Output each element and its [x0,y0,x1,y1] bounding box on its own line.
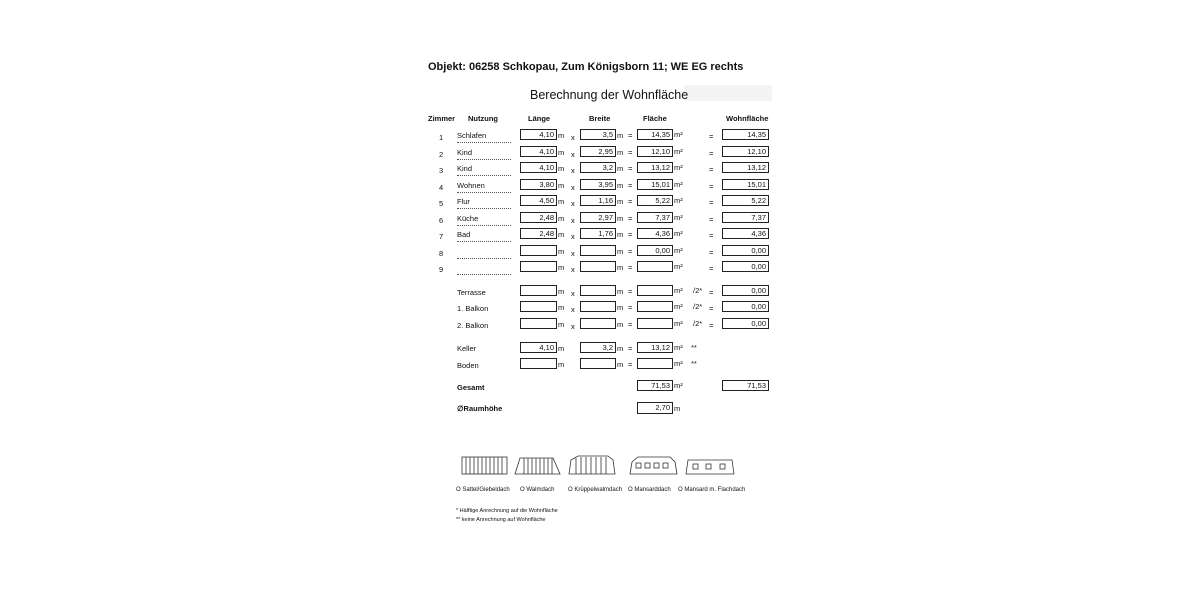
room-number: 4 [439,183,444,192]
unit-m2: m² [674,147,683,156]
unit-m: m [617,344,624,353]
outdoor-area [637,285,673,296]
room-width: 2,95 [580,146,616,157]
room-wohnflaeche: 0,00 [722,245,769,256]
unit-m2: m² [674,286,683,295]
room-use: Bad [457,230,511,242]
header-wohnflaeche: Wohnfläche [726,114,769,123]
unit-m: m [558,287,565,296]
unit-m: m [617,214,624,223]
room-area: 15,01 [637,179,673,190]
header-breite: Breite [589,114,611,123]
outdoor-wohnflaeche: 0,00 [722,301,769,312]
unit-m: m [558,344,565,353]
unit-m: m [558,148,565,157]
room-wohnflaeche: 14,35 [722,129,769,140]
equals-sign: = [709,198,714,207]
room-area: 12,10 [637,146,673,157]
room-wohnflaeche: 7,37 [722,212,769,223]
header-flaeche: Fläche [643,114,667,123]
unit-m: m [617,320,624,329]
gesamt-area: 71,53 [637,380,673,391]
unit-m: m [558,247,565,256]
room-wohnflaeche: 13,12 [722,162,769,173]
unit-m: m [617,287,624,296]
room-wohnflaeche: 4,36 [722,228,769,239]
room-row [0,261,1200,275]
double-star-mark: ** [691,359,697,368]
room-row [0,245,1200,259]
keller-label: Keller [457,344,477,353]
room-width: 1,16 [580,195,616,206]
room-width: 3,2 [580,162,616,173]
equals-sign: = [709,304,714,313]
boden-label: Boden [457,361,479,370]
equals-sign: = [709,149,714,158]
unit-m: m [617,230,624,239]
room-area [637,261,673,272]
room-row [0,162,1200,176]
outdoor-row [0,318,1200,332]
footnote-half: * Hälftige Anrechnung auf die Wohnfläche [456,508,558,514]
unit-m2: m² [674,262,683,271]
unit-m: m [558,320,565,329]
room-area: 0,00 [637,245,673,256]
boden-length [520,358,557,369]
room-use: Küche [457,214,511,226]
header-laenge: Länge [528,114,551,123]
mansard-roof-icon [630,457,677,474]
unit-m: m [558,181,565,190]
equals-sign: = [709,165,714,174]
unit-m2: m² [674,213,683,222]
times-sign: x [571,133,575,142]
unit-m2: m² [674,196,683,205]
keller-row [0,342,1200,356]
double-star-mark: ** [691,343,697,352]
unit-m: m [558,197,565,206]
unit-m: m [674,404,681,413]
times-sign: x [571,265,575,274]
room-row [0,179,1200,193]
unit-m2: m² [674,359,683,368]
footnote-none: ** keine Anrechnung auf Wohnfläche [456,517,546,523]
roof-label-walm: O Walmdach [520,487,555,493]
room-length: 2,48 [520,212,557,223]
unit-m2: m² [674,163,683,172]
outdoor-width [580,301,616,312]
room-width [580,245,616,256]
room-length [520,261,557,272]
kruppelwalm-roof-icon [569,456,615,474]
raumhoehe-label: ∅Raumhöhe [457,404,503,413]
unit-m2: m² [674,319,683,328]
header-nutzung: Nutzung [468,114,498,123]
half-mark: /2* [693,319,703,328]
unit-m2: m² [674,180,683,189]
unit-m: m [558,263,565,272]
unit-m2: m² [674,229,683,238]
equals-sign: = [709,132,714,141]
equals-sign: = [628,197,633,206]
keller-area: 13,12 [637,342,673,353]
unit-m: m [617,181,624,190]
outdoor-row [0,285,1200,299]
outdoor-wohnflaeche: 0,00 [722,285,769,296]
room-use: Flur [457,197,511,209]
unit-m: m [617,148,624,157]
unit-m2: m² [674,343,683,352]
times-sign: x [571,150,575,159]
equals-sign: = [628,360,633,369]
room-use: Kind [457,164,511,176]
room-number: 1 [439,133,444,142]
outdoor-area [637,318,673,329]
scan-smudge [684,85,772,101]
boden-width [580,358,616,369]
roof-illustrations [460,452,760,482]
outdoor-label: 1. Balkon [457,304,489,313]
half-mark: /2* [693,302,703,311]
times-sign: x [571,289,575,298]
room-width: 2,97 [580,212,616,223]
room-wohnflaeche: 12,10 [722,146,769,157]
unit-m2: m² [674,130,683,139]
outdoor-label: 2. Balkon [457,321,489,330]
unit-m: m [558,214,565,223]
equals-sign: = [709,215,714,224]
times-sign: x [571,216,575,225]
room-wohnflaeche: 15,01 [722,179,769,190]
room-number: 8 [439,249,444,258]
times-sign: x [571,199,575,208]
room-row [0,228,1200,242]
header-zimmer: Zimmer [428,114,456,123]
unit-m: m [617,247,624,256]
roof-label-kruppelwalm: O Krüppelwalmdach [568,487,623,493]
outdoor-length [520,285,557,296]
times-sign: x [571,166,575,175]
outdoor-length [520,318,557,329]
boden-area [637,358,673,369]
times-sign: x [571,249,575,258]
equals-sign: = [628,287,633,296]
room-width [580,261,616,272]
outdoor-width [580,285,616,296]
room-row [0,146,1200,160]
unit-m: m [617,360,624,369]
times-sign: x [571,322,575,331]
equals-sign: = [709,321,714,330]
outdoor-area [637,301,673,312]
mansard-flachdach-roof-icon [686,460,734,474]
room-width: 1,76 [580,228,616,239]
room-row [0,195,1200,209]
raumhoehe-value: 2,70 [637,402,673,414]
document-subtitle: Berechnung der Wohnfläche [530,88,689,102]
equals-sign: = [628,164,633,173]
equals-sign: = [709,248,714,257]
room-number: 3 [439,166,444,175]
room-number: 6 [439,216,444,225]
equals-sign: = [628,247,633,256]
room-wohnflaeche: 0,00 [722,261,769,272]
unit-m2: m² [674,246,683,255]
room-use: Schlafen [457,131,511,143]
equals-sign: = [709,264,714,273]
walm-roof-icon [515,458,560,474]
half-mark: /2* [693,286,703,295]
room-width: 3,5 [580,129,616,140]
roof-label-mansard-flach: O Mansard m. Flachdach [678,487,746,493]
unit-m: m [617,197,624,206]
equals-sign: = [628,181,633,190]
room-length: 4,10 [520,146,557,157]
room-use: Kind [457,148,511,160]
outdoor-length [520,301,557,312]
unit-m: m [558,360,565,369]
document-title: Objekt: 06258 Schkopau, Zum Königsborn 11; WE EG rechts [428,61,744,73]
equals-sign: = [628,263,633,272]
equals-sign: = [628,131,633,140]
outdoor-row [0,301,1200,315]
room-length: 4,50 [520,195,557,206]
gesamt-row [0,380,1200,394]
room-area: 4,36 [637,228,673,239]
equals-sign: = [709,182,714,191]
times-sign: x [571,305,575,314]
equals-sign: = [628,214,633,223]
room-length: 2,48 [520,228,557,239]
unit-m: m [617,164,624,173]
room-area: 14,35 [637,129,673,140]
room-width: 3,95 [580,179,616,190]
room-use [457,263,511,275]
unit-m: m [617,303,624,312]
room-row [0,212,1200,226]
room-number: 9 [439,265,444,274]
equals-sign: = [709,288,714,297]
room-length: 4,10 [520,162,557,173]
outdoor-label: Terrasse [457,288,486,297]
times-sign: x [571,232,575,241]
boden-row [0,358,1200,372]
outdoor-wohnflaeche: 0,00 [722,318,769,329]
equals-sign: = [628,320,633,329]
room-length [520,245,557,256]
raumhoehe-row [0,402,1200,416]
room-number: 5 [439,199,444,208]
room-length: 4,10 [520,129,557,140]
keller-length: 4,10 [520,342,557,353]
room-length: 3,80 [520,179,557,190]
roof-label-mansard: O Mansarddach [628,487,671,493]
outdoor-width [580,318,616,329]
room-number: 2 [439,150,444,159]
unit-m2: m² [674,381,683,390]
keller-width: 3,2 [580,342,616,353]
room-area: 5,22 [637,195,673,206]
unit-m: m [558,303,565,312]
room-row [0,129,1200,143]
unit-m: m [558,230,565,239]
room-area: 7,37 [637,212,673,223]
sattel-roof-icon [462,457,507,474]
unit-m: m [617,263,624,272]
room-use: Wohnen [457,181,511,193]
gesamt-label: Gesamt [457,383,485,392]
roof-label-sattel: O Sattel/Giebeldach [456,487,510,493]
gesamt-wohnflaeche: 71,53 [722,380,769,391]
room-number: 7 [439,232,444,241]
unit-m: m [617,131,624,140]
equals-sign: = [628,303,633,312]
equals-sign: = [628,230,633,239]
room-wohnflaeche: 5,22 [722,195,769,206]
equals-sign: = [628,344,633,353]
room-use [457,247,511,259]
unit-m: m [558,164,565,173]
equals-sign: = [628,148,633,157]
equals-sign: = [709,231,714,240]
room-area: 13,12 [637,162,673,173]
times-sign: x [571,183,575,192]
unit-m: m [558,131,565,140]
unit-m2: m² [674,302,683,311]
